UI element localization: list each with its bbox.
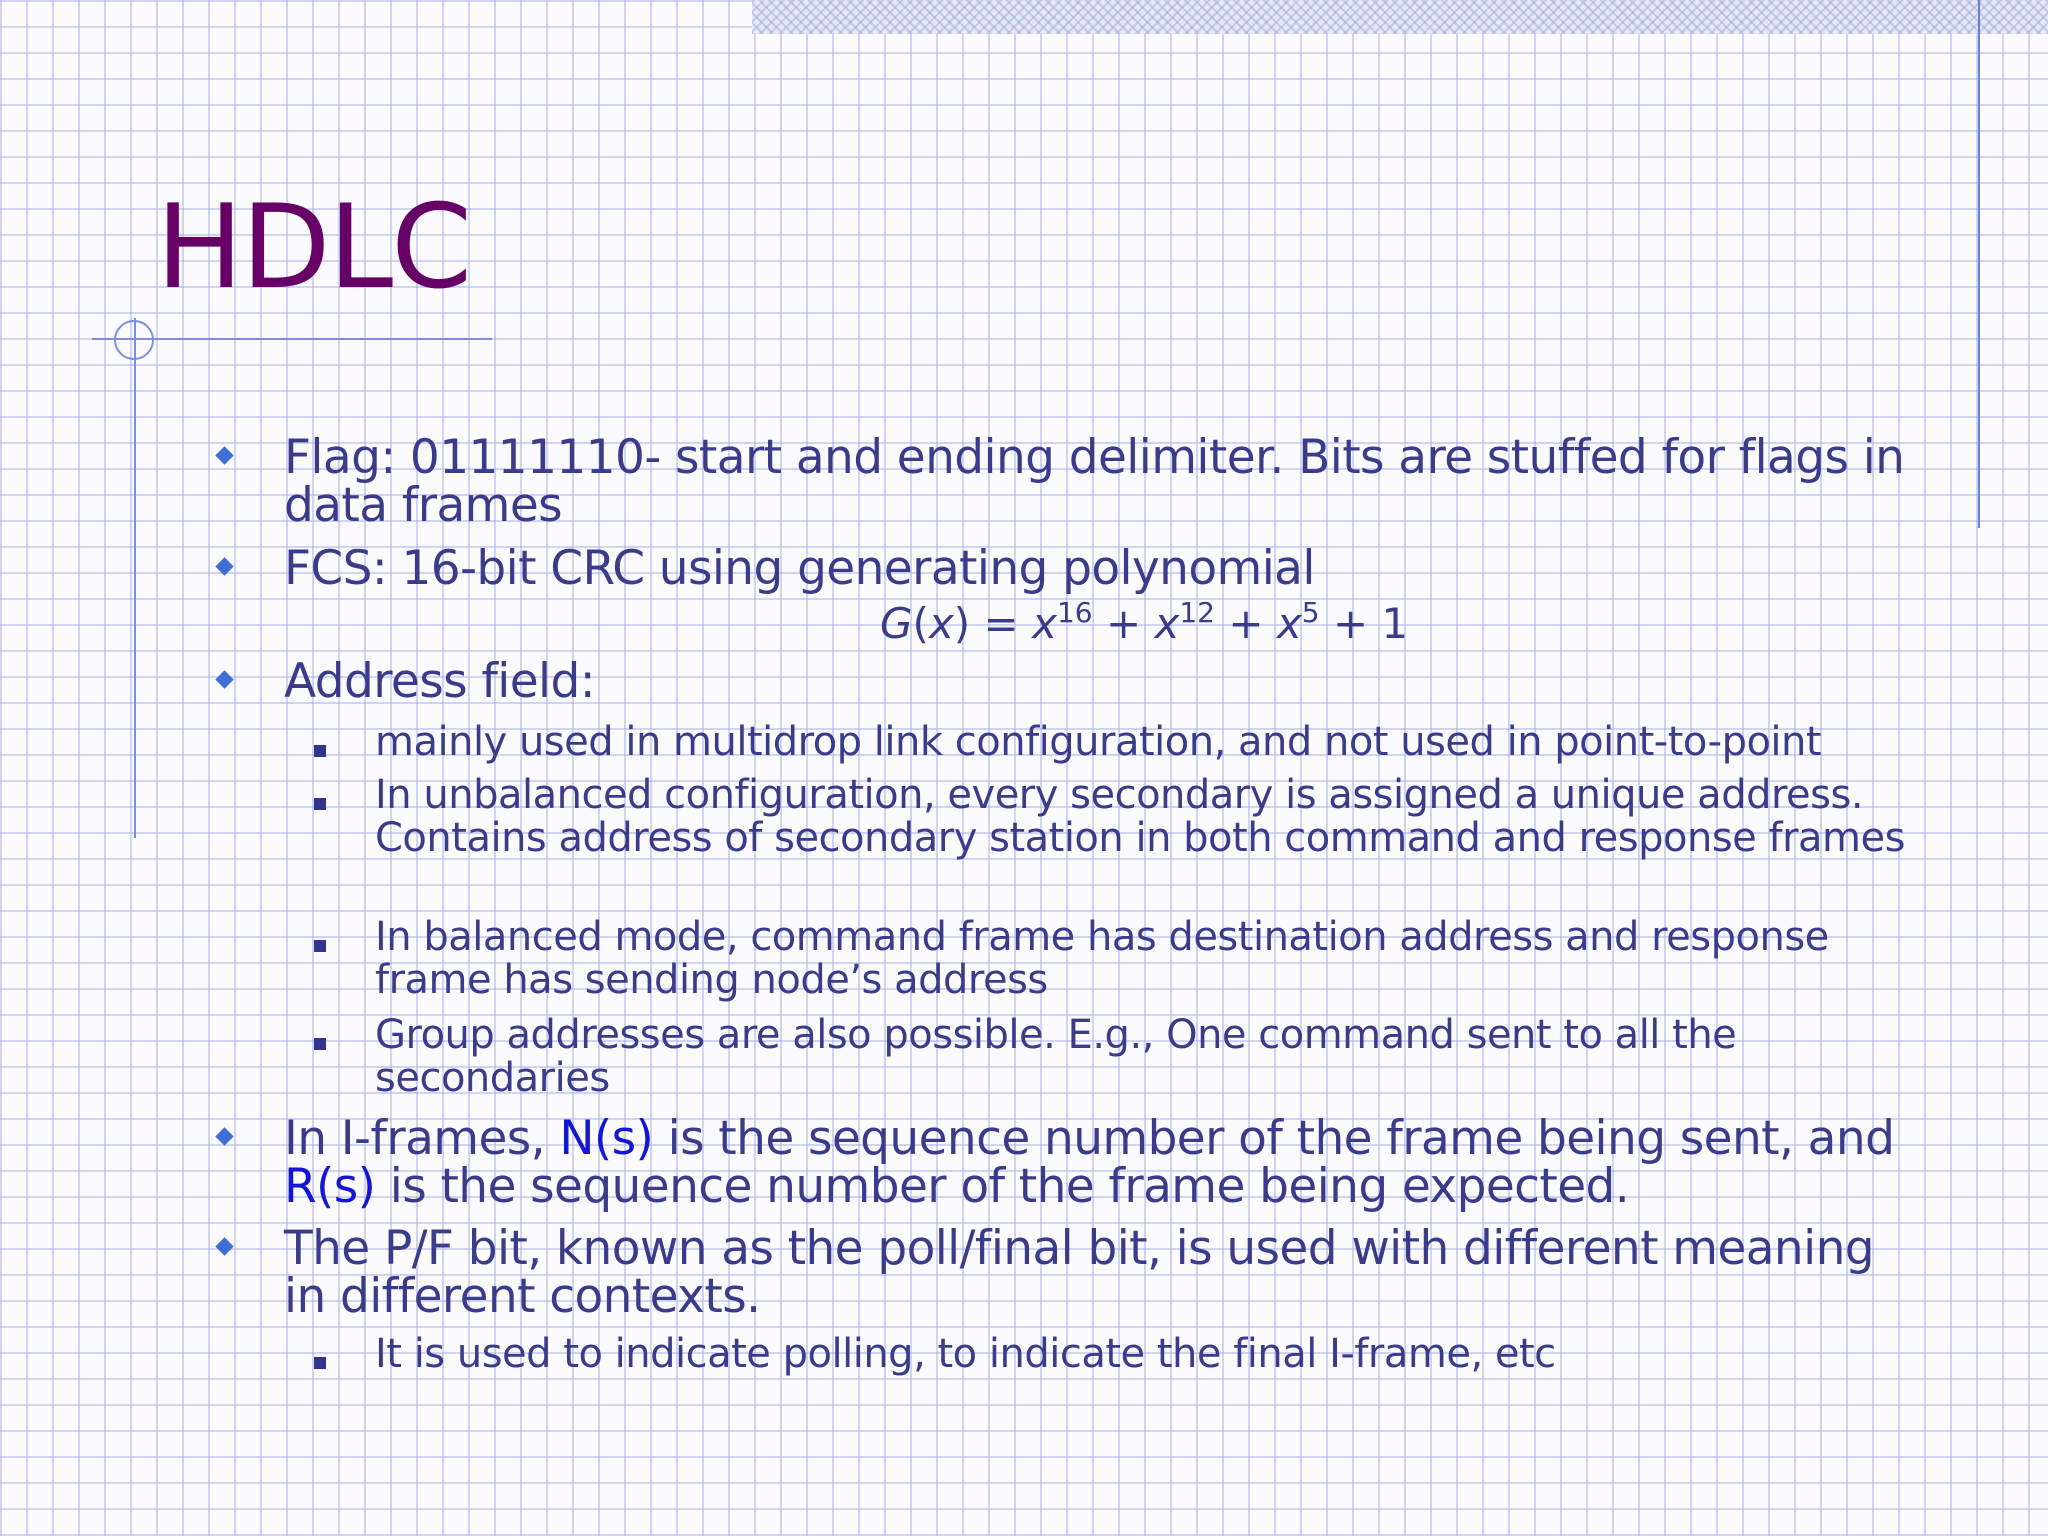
sub-bullet-group-addresses: Group addresses are also possible. E.g., One command sent to all the secondaries [375,1012,1737,1101]
ns-term: N(s) [559,1111,654,1166]
bullet-address-field: Address field: [284,654,595,709]
square-bullet-icon [314,1357,326,1369]
bullet-fcs: FCS: 16-bit CRC using generating polynomial [284,541,1315,596]
diamond-bullet-icon [215,670,233,688]
sub-bullet-unbalanced: In unbalanced configuration, every secondary is assigned a unique address. Contains address of secondary station in both command and response frames [375,772,1905,861]
bullet-iframes: In I-frames, N(s) is the sequence number of the frame being sent, and R(s) is the sequence number of the frame being expected. [284,1111,1895,1214]
square-bullet-icon [314,940,326,952]
generator-polynomial: $G(x) = x^{16} + x^{12} + x^5 + 1$ [880,596,1409,648]
rs-term: R(s) [284,1159,376,1214]
square-bullet-icon [314,745,326,757]
sub-bullet-multidrop: mainly used in multidrop link configuration, and not used in point-to-point [375,719,1822,765]
square-bullet-icon [314,798,326,810]
diamond-bullet-icon [215,1127,233,1145]
sub-bullet-balanced: In balanced mode, command frame has destination address and response frame has sending node’s address [375,914,1829,1003]
bullet-pf-bit: The P/F bit, known as the poll/final bit, is used with different meaning in different contexts. [284,1221,1875,1324]
square-bullet-icon [314,1038,326,1050]
slide-title: HDLC [156,180,471,315]
sub-bullet-polling: It is used to indicate polling, to indicate the final I-frame, etc [375,1331,1556,1377]
diamond-bullet-icon [215,446,233,464]
diamond-bullet-icon [215,557,233,575]
bullet-flag: Flag: 01111110- start and ending delimiter. Bits are stuffed for flags in data frames [284,430,1905,533]
diamond-bullet-icon [215,1237,233,1255]
